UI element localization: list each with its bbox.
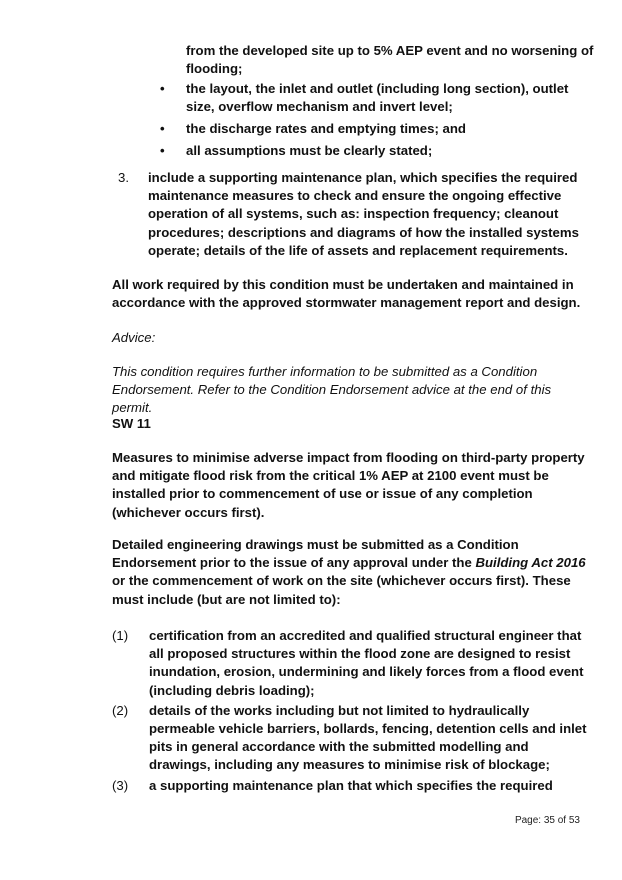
item-number: 3. — [118, 170, 129, 185]
act-name: Building Act 2016 — [475, 555, 586, 571]
requirement-text: a supporting maintenance plan that which specifies the required — [149, 777, 553, 793]
requirement-label: (3) — [112, 777, 129, 793]
drawings-text-before: Detailed engineering drawings must be submitted as a Condition Endorsement prior to the issue of any approval under the — [112, 537, 519, 571]
bullet-item — [160, 120, 600, 138]
all-work-paragraph: All work required by this condition must be undertaken and maintained in accordance with the approved stormwater management report and design. — [112, 277, 581, 311]
advice-text: This condition requires further information to be submitted as a Condition Endorsement. Refer to the Condition Endorsement advice at the end of this permit. — [112, 364, 552, 416]
measures-paragraph: Measures to minimise adverse impact from flooding on third-party property and mitigate flood risk from the critical 1% AEP at 2100 event must be installed prior to commencement of use or issue of any completion (whichever occurs first). — [112, 450, 585, 520]
requirement-item — [112, 702, 592, 775]
item-text: include a supporting maintenance plan, which specifies the required maintenance measures to check and ensure the ongoing effective operation of all systems, such as: inspection frequency; cleanout procedures; descriptions and diagrams of how the installed systems operate; details of the life of assets and replacement requirements. — [148, 170, 579, 258]
requirement-text: details of the works including but not limited to hydraulically permeable vehicle barriers, bollards, fencing, detention cells and inlet pits in general accordance with the submitted modelling and drawings, including any measures to minimise risk of blockage; — [149, 702, 587, 773]
requirements-list — [112, 627, 592, 795]
section-heading: SW 11 — [112, 416, 151, 431]
continuation-text: from the developed site up to 5% AEP event and no worsening of flooding; — [186, 43, 594, 77]
bullet-item — [160, 142, 600, 160]
page-number: Page: 35 of 53 — [514, 815, 580, 826]
requirement-text: certification from an accredited and qualified structural engineer that all proposed structures within the flood zone are designed to resist inundation, erosion, undermining and likely forces from a flood event (including debris loading); — [149, 628, 584, 698]
bullet-icon: • — [160, 120, 165, 136]
advice-label: Advice: — [112, 330, 156, 345]
requirement-item — [112, 777, 592, 795]
bullet-text: the discharge rates and emptying times; and — [186, 120, 466, 136]
requirement-label: (2) — [112, 702, 129, 718]
bullet-text: all assumptions must be clearly stated; — [186, 142, 433, 158]
requirement-item — [112, 627, 592, 700]
requirement-label: (1) — [112, 628, 129, 643]
bullet-text: the layout, the inlet and outlet (including long section), outlet size, overflow mechanism and invert level; — [186, 81, 569, 115]
drawings-text-after: or the commencement of work on the site (whichever occurs first). These must include (but are not limited to): — [112, 573, 571, 607]
bullet-list — [160, 80, 600, 163]
drawings-paragraph — [112, 536, 590, 609]
bullet-icon: • — [160, 81, 165, 96]
bullet-icon: • — [160, 142, 165, 158]
bullet-item — [160, 80, 600, 116]
